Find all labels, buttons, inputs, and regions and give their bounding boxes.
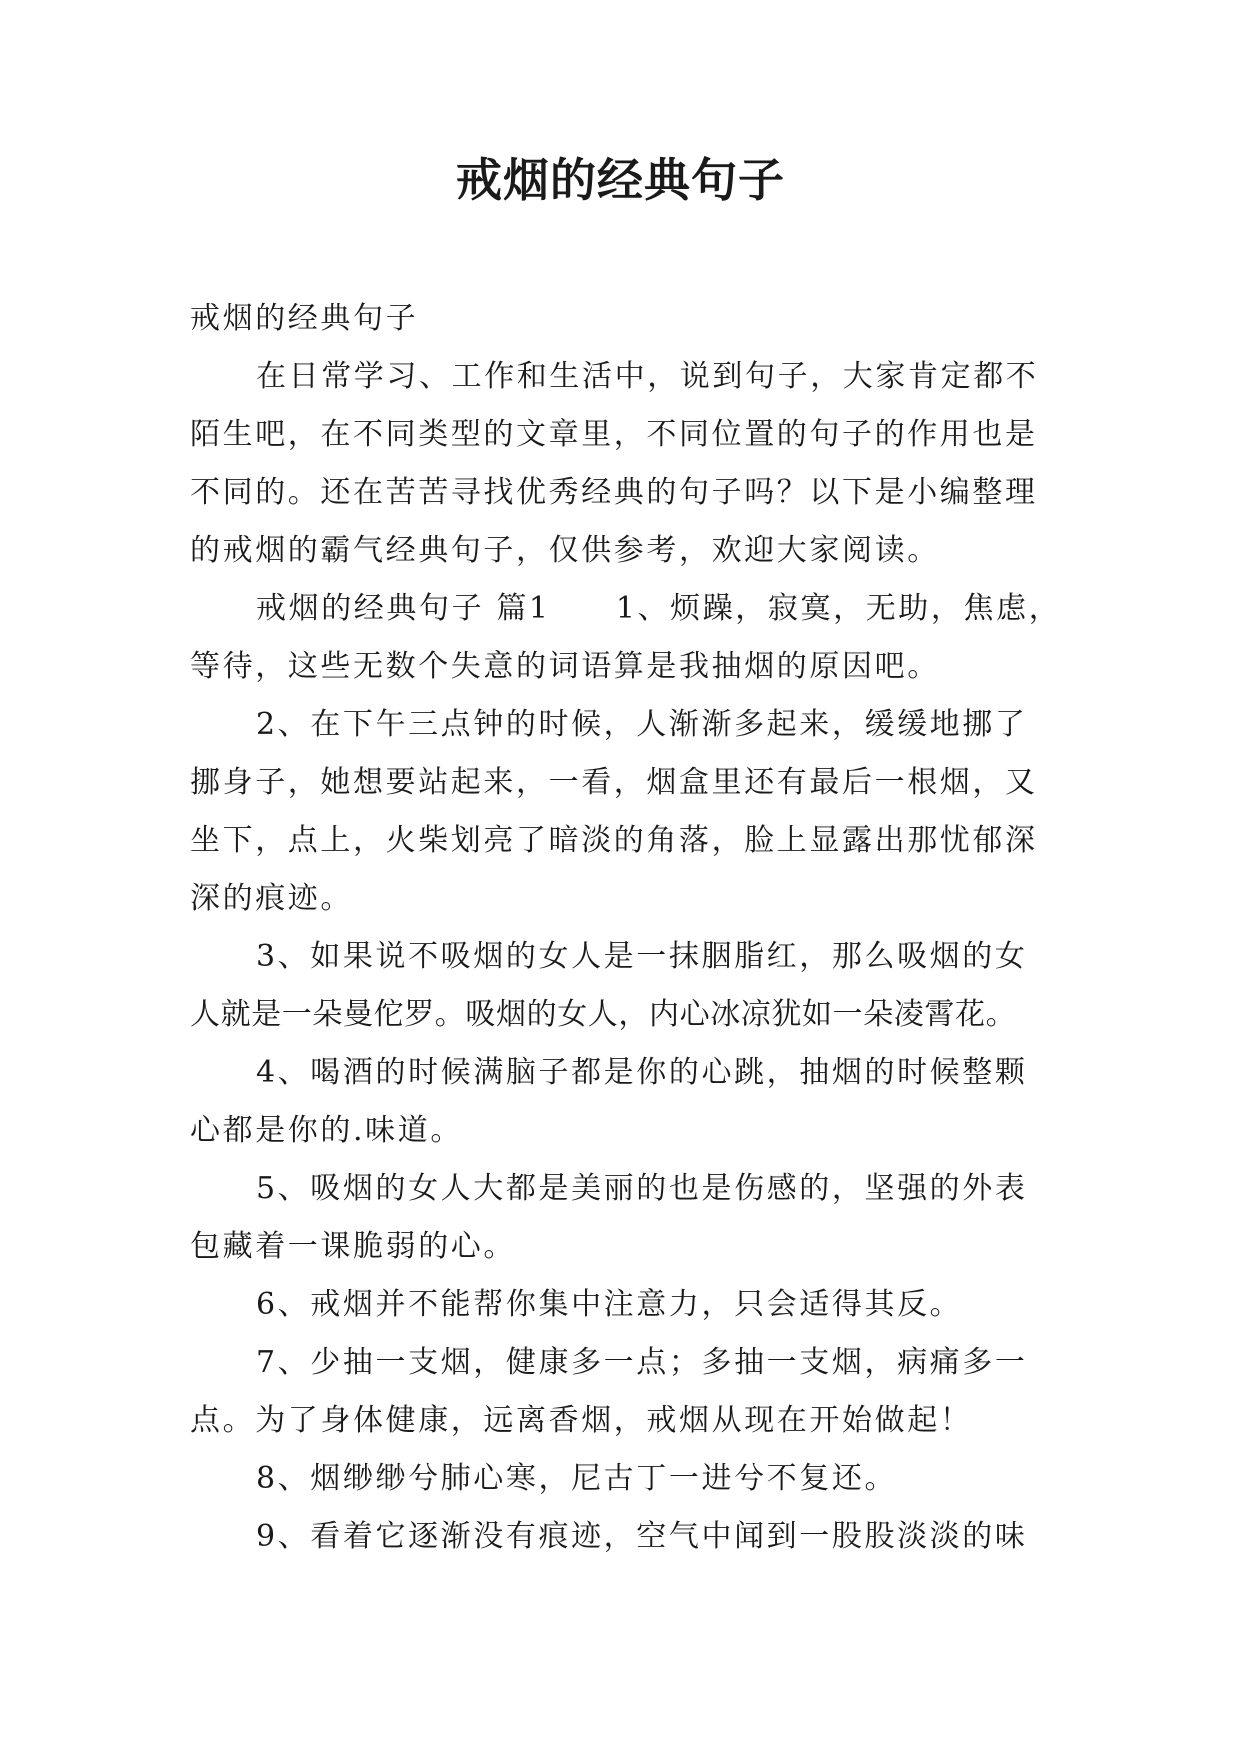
text-line: 点。为了身体健康，远离香烟，戒烟从现在开始做起！ xyxy=(190,1403,973,1438)
text-line: 8、烟缈缈兮肺心寒，尼古丁一进兮不复还。 xyxy=(256,1461,898,1496)
text-line: 7、少抽一支烟，健康多一点；多抽一支烟，病痛多一 xyxy=(256,1345,1028,1380)
text-line: 的戒烟的霸气经典句子，仅供参考，欢迎大家阅读。 xyxy=(190,533,940,568)
text-line: 陌生吧，在不同类型的文章里，不同位置的句子的作用也是 xyxy=(190,417,1038,452)
text-line: 2、在下午三点钟的时候，人渐渐多起来，缓缓地挪了 xyxy=(256,707,1028,742)
text-line: 在日常学习、工作和生活中，说到句子，大家肯定都不 xyxy=(256,359,1039,394)
text-line: 6、戒烟并不能帮你集中注意力，只会适得其反。 xyxy=(256,1287,963,1322)
text-line: 坐下，点上，火柴划亮了暗淡的角落，脸上显露出那忧郁深 xyxy=(190,823,1038,858)
text-line: 深的痕迹。 xyxy=(190,881,353,916)
text-line: 戒烟的经典句子 xyxy=(190,301,419,336)
text-line: 心都是你的.味道。 xyxy=(190,1113,463,1148)
text-line: 5、吸烟的女人大都是美丽的也是伤感的，坚强的外表 xyxy=(256,1171,1028,1206)
document-title: 戒烟的经典句子 xyxy=(456,153,785,207)
text-line: 4、喝酒的时候满脑子都是你的心跳，抽烟的时候整颗 xyxy=(256,1055,1028,1090)
document-body xyxy=(190,290,1062,1566)
text-line: 人就是一朵曼佗罗。吸烟的女人，内心冰凉犹如一朵凌霄花。 xyxy=(190,997,1017,1032)
text-line: 等待，这些无数个失意的词语算是我抽烟的原因吧。 xyxy=(190,649,940,684)
text-line: 挪身子，她想要站起来，一看，烟盒里还有最后一根烟，又 xyxy=(190,765,1038,800)
text-line: 戒烟的经典句子 篇1 1、烦躁，寂寞，无助，焦虑， xyxy=(256,591,1062,626)
text-line: 3、如果说不吸烟的女人是一抹胭脂红，那么吸烟的女 xyxy=(256,939,1028,974)
text-line: 包藏着一课脆弱的心。 xyxy=(190,1229,516,1264)
text-line: 9、看着它逐渐没有痕迹，空气中闻到一股股淡淡的味 xyxy=(256,1519,1028,1554)
text-line: 不同的。还在苦苦寻找优秀经典的句子吗？以下是小编整理 xyxy=(190,475,1038,510)
